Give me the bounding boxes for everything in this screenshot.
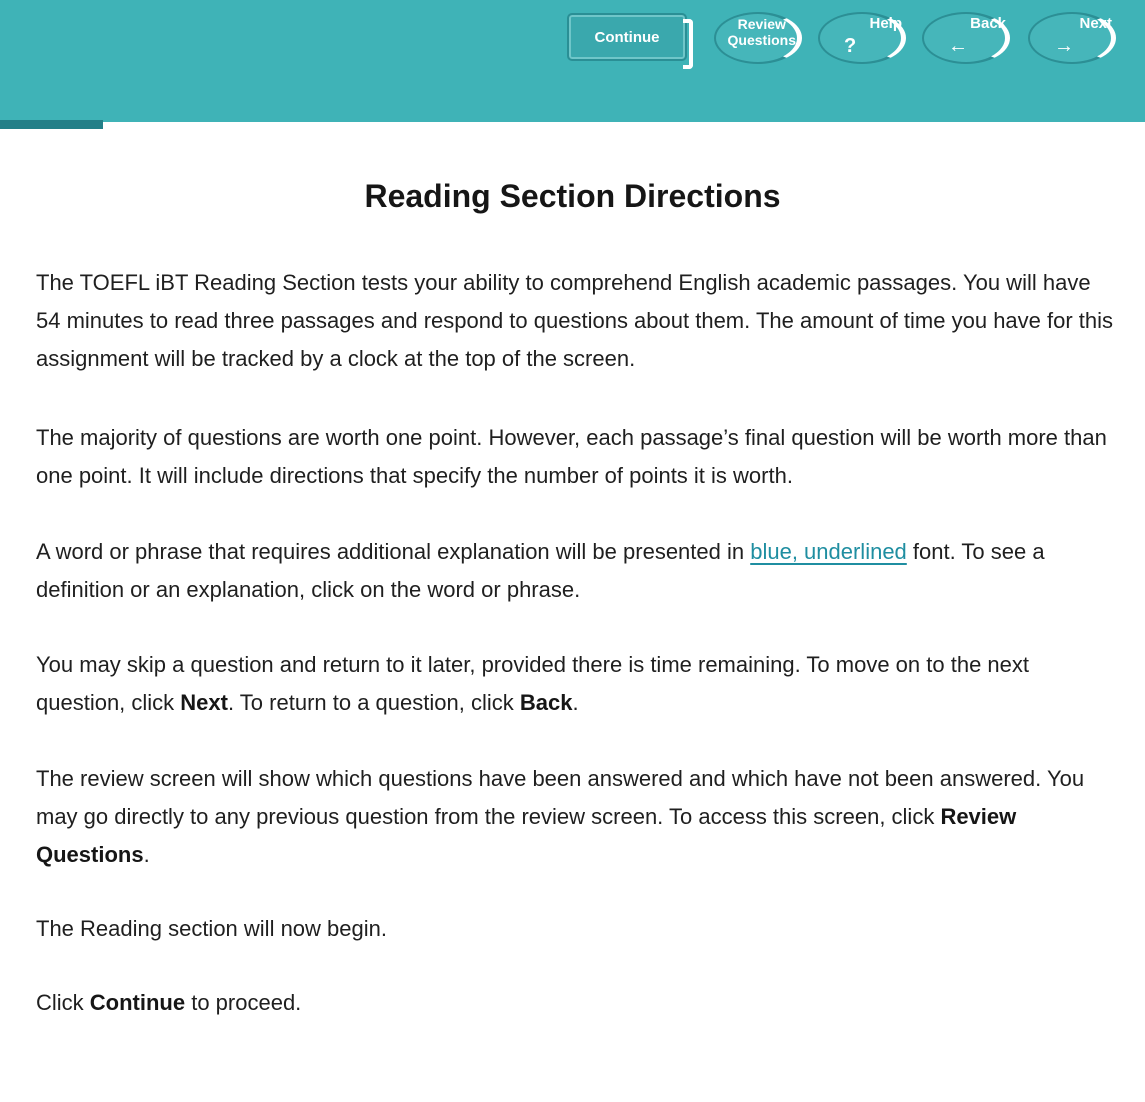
review-text-2: .: [143, 842, 150, 867]
back-keyword: Back: [519, 690, 573, 715]
review-paragraph: [36, 760, 1116, 874]
help-button[interactable]: [818, 12, 910, 64]
navigation-paragraph: [36, 646, 1116, 722]
arrow-left-icon: ←: [948, 35, 968, 57]
blue-underlined-link[interactable]: blue, underlined: [750, 539, 907, 564]
review-questions-keyword: Review Questions: [36, 804, 1017, 867]
page-title: Reading Section Directions: [364, 178, 781, 214]
proceed-text-2: to proceed.: [185, 990, 302, 1015]
proceed-text-1: Click: [36, 990, 90, 1015]
intro-paragraph: The TOEFL iBT Reading Section tests your ability to comprehend English academic passages. You will have 54 minutes to read three passages and respond to questions about them. The amount of time you have for this assignment will be tracked by a clock at the top of the screen.: [36, 270, 1114, 371]
question-mark-icon: ?: [844, 35, 857, 57]
continue-bracket-icon: [683, 19, 693, 69]
continue-keyword: Continue: [89, 990, 186, 1015]
top-toolbar: [0, 0, 1145, 122]
arrow-right-icon: →: [1054, 35, 1074, 57]
continue-button-label: Continue: [594, 28, 660, 46]
glossary-paragraph: [36, 533, 1116, 609]
glossary-text-before: A word or phrase that requires additional explanation will be presented in: [36, 539, 751, 564]
next-label: Next: [1079, 15, 1112, 32]
help-label: Help: [869, 15, 902, 32]
navigation-text-1: You may skip a question and return to it later, provided there is time remaining. To move on to the next question, click: [36, 652, 1030, 715]
toolbar-accent-strip: [0, 120, 103, 129]
navigation-text-3: .: [572, 690, 579, 715]
review-questions-button[interactable]: [714, 12, 806, 64]
review-label-line2: Questions: [727, 32, 796, 48]
navigation-text-2: . To return to a question, click: [227, 690, 520, 715]
section-begin-paragraph: The Reading section will now begin.: [36, 916, 387, 941]
scoring-paragraph: The majority of questions are worth one point. However, each passage’s final question will be worth more than one point. It will include directions that specify the number of points it is worth.: [36, 425, 1107, 488]
glossary-text-after: font. To see a definition or an explanation, click on the word or phrase.: [36, 539, 1045, 602]
back-label: Back: [970, 15, 1006, 32]
review-questions-label: [728, 16, 796, 48]
review-text-1: The review screen will show which questions have been answered and which have not been answered. You may go directly to any previous question from the review screen. To access this screen, click: [36, 766, 1085, 829]
back-button[interactable]: [922, 12, 1014, 64]
review-label-line1: Review: [737, 16, 786, 32]
next-keyword: Next: [180, 690, 228, 715]
next-button[interactable]: [1028, 12, 1120, 64]
continue-button[interactable]: [567, 13, 687, 61]
proceed-paragraph: [36, 984, 1116, 1022]
